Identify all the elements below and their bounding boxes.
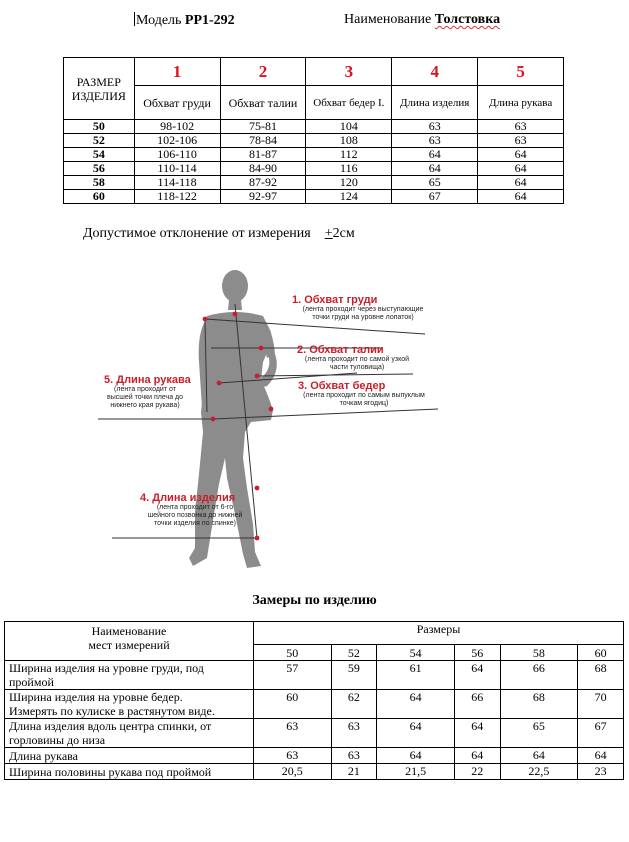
measurement-value: 68 <box>500 690 578 719</box>
measurement-value: 64 <box>500 748 578 764</box>
text-cursor <box>134 12 135 26</box>
size-cell: 54 <box>64 148 135 162</box>
annotation-length <box>140 492 250 528</box>
product-name-line <box>344 12 500 28</box>
size-row <box>64 176 564 190</box>
measurement-value: 63 <box>331 748 377 764</box>
name-label: Наименование <box>344 12 432 27</box>
measurement-row <box>5 748 624 764</box>
measurement-value: 63 <box>331 719 377 748</box>
measurement-value: 59 <box>331 661 377 690</box>
col-label: Обхват бедер I. <box>306 86 392 120</box>
measurement-cell: 81-87 <box>220 148 306 162</box>
measurement-cell: 87-92 <box>220 176 306 190</box>
size-column-header: 56 <box>454 645 500 661</box>
col-label: Обхват талии <box>220 86 306 120</box>
measurement-value: 21,5 <box>377 764 455 780</box>
measurement-row <box>5 719 624 748</box>
measurement-value: 64 <box>454 719 500 748</box>
measurement-value: 60 <box>254 690 332 719</box>
measurement-cell: 63 <box>392 120 478 134</box>
measure-name-header: Наименование мест измерений <box>5 622 254 661</box>
measurements-table <box>4 621 624 780</box>
measurement-cell: 64 <box>392 148 478 162</box>
measurement-cell: 78-84 <box>220 134 306 148</box>
measurement-cell: 106-110 <box>134 148 220 162</box>
measurement-value: 64 <box>377 748 455 764</box>
annotation-note: (лента проходит от 6-го шейного позвонка до нижней точки изделия по спинке) <box>147 504 243 527</box>
annotation-hips <box>298 380 434 408</box>
size-cell: 58 <box>64 176 135 190</box>
measurement-cell: 75-81 <box>220 120 306 134</box>
size-corner-header: РАЗМЕР ИЗДЕЛИЯ <box>64 58 135 120</box>
measurement-value: 63 <box>254 748 332 764</box>
measurement-value: 64 <box>454 748 500 764</box>
model-label: Модель <box>136 13 182 28</box>
measurement-value: 21 <box>331 764 377 780</box>
measurement-cell: 116 <box>306 162 392 176</box>
col-label: Обхват груди <box>134 86 220 120</box>
size-column-header: 54 <box>377 645 455 661</box>
measurement-row <box>5 690 624 719</box>
measurement-cell: 124 <box>306 190 392 204</box>
measurement-value: 22 <box>454 764 500 780</box>
measurement-cell: 120 <box>306 176 392 190</box>
tolerance-line <box>83 226 355 242</box>
measurement-value: 20,5 <box>254 764 332 780</box>
size-row <box>64 162 564 176</box>
measurement-value: 64 <box>377 719 455 748</box>
measurement-cell: 64 <box>392 162 478 176</box>
measurement-value: 66 <box>454 690 500 719</box>
col-number: 1 <box>134 58 220 86</box>
measurement-cell: 65 <box>392 176 478 190</box>
size-cell: 52 <box>64 134 135 148</box>
annotation-chest <box>292 294 428 322</box>
annotation-note: (лента проходит через выступающие точки груди на уровне лопаток) <box>302 306 424 321</box>
size-column-header: 60 <box>578 645 624 661</box>
measurement-cell: 112 <box>306 148 392 162</box>
measurement-name: Длина изделия вдоль центра спинки, от горловины до низа <box>5 719 254 748</box>
measurement-cell: 98-102 <box>134 120 220 134</box>
model-line <box>134 12 235 29</box>
col-number: 3 <box>306 58 392 86</box>
measurement-value: 63 <box>254 719 332 748</box>
tolerance-value: 2см <box>332 226 355 241</box>
size-cell: 50 <box>64 120 135 134</box>
name-value: Толстовка <box>434 12 501 27</box>
measurement-row <box>5 764 624 780</box>
plus-minus-sign: + <box>324 226 333 241</box>
measurement-value: 62 <box>331 690 377 719</box>
measurement-cell: 102-106 <box>134 134 220 148</box>
measurement-value: 64 <box>454 661 500 690</box>
measurement-cell: 108 <box>306 134 392 148</box>
sizes-header: Размеры <box>254 622 624 645</box>
measurement-cell: 67 <box>392 190 478 204</box>
annotation-sleeve <box>104 374 191 410</box>
col-label: Длина рукава <box>478 86 564 120</box>
measurement-value: 70 <box>578 690 624 719</box>
size-row <box>64 120 564 134</box>
measurement-cell: 64 <box>478 148 564 162</box>
size-cell: 56 <box>64 162 135 176</box>
measurement-cell: 84-90 <box>220 162 306 176</box>
measurement-row <box>5 661 624 690</box>
measurement-name: Длина рукава <box>5 748 254 764</box>
measurement-value: 66 <box>500 661 578 690</box>
measurement-cell: 63 <box>478 134 564 148</box>
measurement-value: 68 <box>578 661 624 690</box>
tolerance-text: Допустимое отклонение от измерения <box>83 226 311 241</box>
col-number: 2 <box>220 58 306 86</box>
annotation-title: 3. Обхват бедер <box>298 380 386 392</box>
measurement-cell: 64 <box>478 190 564 204</box>
measurement-value: 64 <box>377 690 455 719</box>
measurement-cell: 118-122 <box>134 190 220 204</box>
measurements-title: Замеры по изделию <box>252 593 377 608</box>
annotation-title: 2. Обхват талии <box>297 344 384 356</box>
measurement-name: Ширина половины рукава под проймой <box>5 764 254 780</box>
size-column-header: 52 <box>331 645 377 661</box>
measurement-value: 65 <box>500 719 578 748</box>
measurement-cell: 63 <box>392 134 478 148</box>
measurement-name: Ширина изделия на уровне груди, под проймой <box>5 661 254 690</box>
measurement-value: 61 <box>377 661 455 690</box>
annotation-title: 4. Длина изделия <box>140 492 236 504</box>
measurement-value: 23 <box>578 764 624 780</box>
col-number: 4 <box>392 58 478 86</box>
measurement-cell: 114-118 <box>134 176 220 190</box>
size-column-header: 58 <box>500 645 578 661</box>
size-table <box>63 57 564 204</box>
size-row <box>64 134 564 148</box>
annotation-title: 1. Обхват груди <box>292 294 378 306</box>
annotation-note: (лента проходит от высшей точки плеча до нижнего края рукава) <box>106 386 184 409</box>
annotation-note: (лента проходит по самой узкой части туловища) <box>304 356 410 371</box>
measurement-cell: 110-114 <box>134 162 220 176</box>
annotation-waist <box>297 344 417 372</box>
size-row <box>64 190 564 204</box>
measurement-value: 57 <box>254 661 332 690</box>
measurement-cell: 63 <box>478 120 564 134</box>
measurement-name: Ширина изделия на уровне бедер. Измерять по кулиске в растянутом виде. <box>5 690 254 719</box>
col-number: 5 <box>478 58 564 86</box>
size-cell: 60 <box>64 190 135 204</box>
col-label: Длина изделия <box>392 86 478 120</box>
measurement-value: 22,5 <box>500 764 578 780</box>
annotation-note: (лента проходит по самым выпуклым точкам ягодиц) <box>303 392 425 407</box>
measurement-cell: 64 <box>478 176 564 190</box>
measurement-cell: 64 <box>478 162 564 176</box>
size-column-header: 50 <box>254 645 332 661</box>
measurement-cell: 104 <box>306 120 392 134</box>
measurement-cell: 92-97 <box>220 190 306 204</box>
annotation-title: 5. Длина рукава <box>104 374 191 386</box>
measurement-value: 67 <box>578 719 624 748</box>
model-value: PP1-292 <box>184 13 235 28</box>
measurement-value: 64 <box>578 748 624 764</box>
size-row <box>64 148 564 162</box>
